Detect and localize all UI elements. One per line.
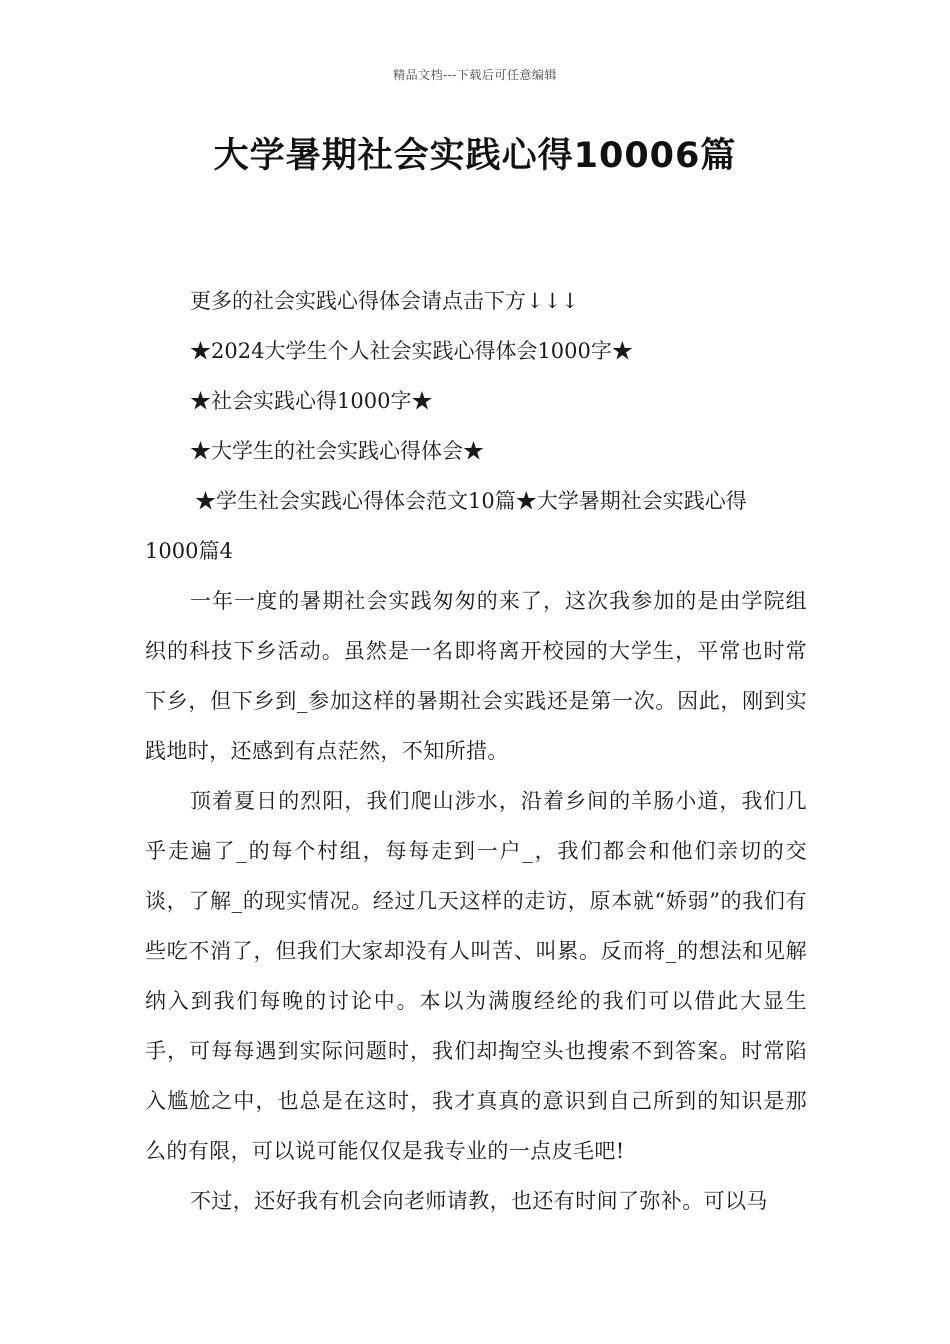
document-title: 大学暑期社会实践心得10006篇 — [213, 136, 737, 176]
body-paragraph: 顶着夏日的烈阳，我们爬山涉水，沿着乡间的羊肠小道，我们几乎走遍了_的每个村组，每每走到一户_，我们都会和他们亲切的交谈，了解_的现实情况。经过几天这样的走访，原本就“娇弱”的我们有些吃不消了，但我们大家却没有人叫苦、叫累。反而将_的想法和见解纳入到我们每晚的讨论中。本以为满腹经纶的我们可以借此大显生手，可每每遇到实际问题时，我们却掏空头也搜索不到答案。时常陷入尴尬之中，也总是在这时，我才真真的意识到自己所到的知识是那么的有限，可以说可能仅仅是我专业的一点皮毛吧! — [145, 789, 807, 1163]
related-link[interactable]: ★大学生的社会实践心得体会★ — [190, 439, 484, 463]
related-link-combined[interactable]: ★学生社会实践心得体会范文10篇★大学暑期社会实践心得 — [195, 489, 747, 513]
document-body — [145, 276, 807, 1226]
related-links — [145, 326, 807, 476]
header-note: 精品文档---下载后可任意编辑 — [393, 68, 557, 82]
intro-line: 更多的社会实践心得体会请点击下方↓↓↓ — [190, 289, 579, 313]
related-link[interactable]: ★2024大学生个人社会实践心得体会1000字★ — [190, 339, 633, 363]
body-paragraph: 一年一度的暑期社会实践匆匆的来了，这次我参加的是由学院组织的科技下乡活动。虽然是一名即将离开校园的大学生，平常也时常下乡，但下乡到_参加这样的暑期社会实践还是第一次。因此，刚到实践地时，还感到有点茫然，不知所措。 — [145, 589, 807, 763]
related-link[interactable]: ★社会实践心得1000字★ — [190, 389, 433, 413]
body-paragraph: 不过，还好我有机会向老师请教，也还有时间了弥补。可以马 — [190, 1189, 768, 1213]
related-link-combined-continuation: 1000篇4 — [145, 539, 233, 563]
